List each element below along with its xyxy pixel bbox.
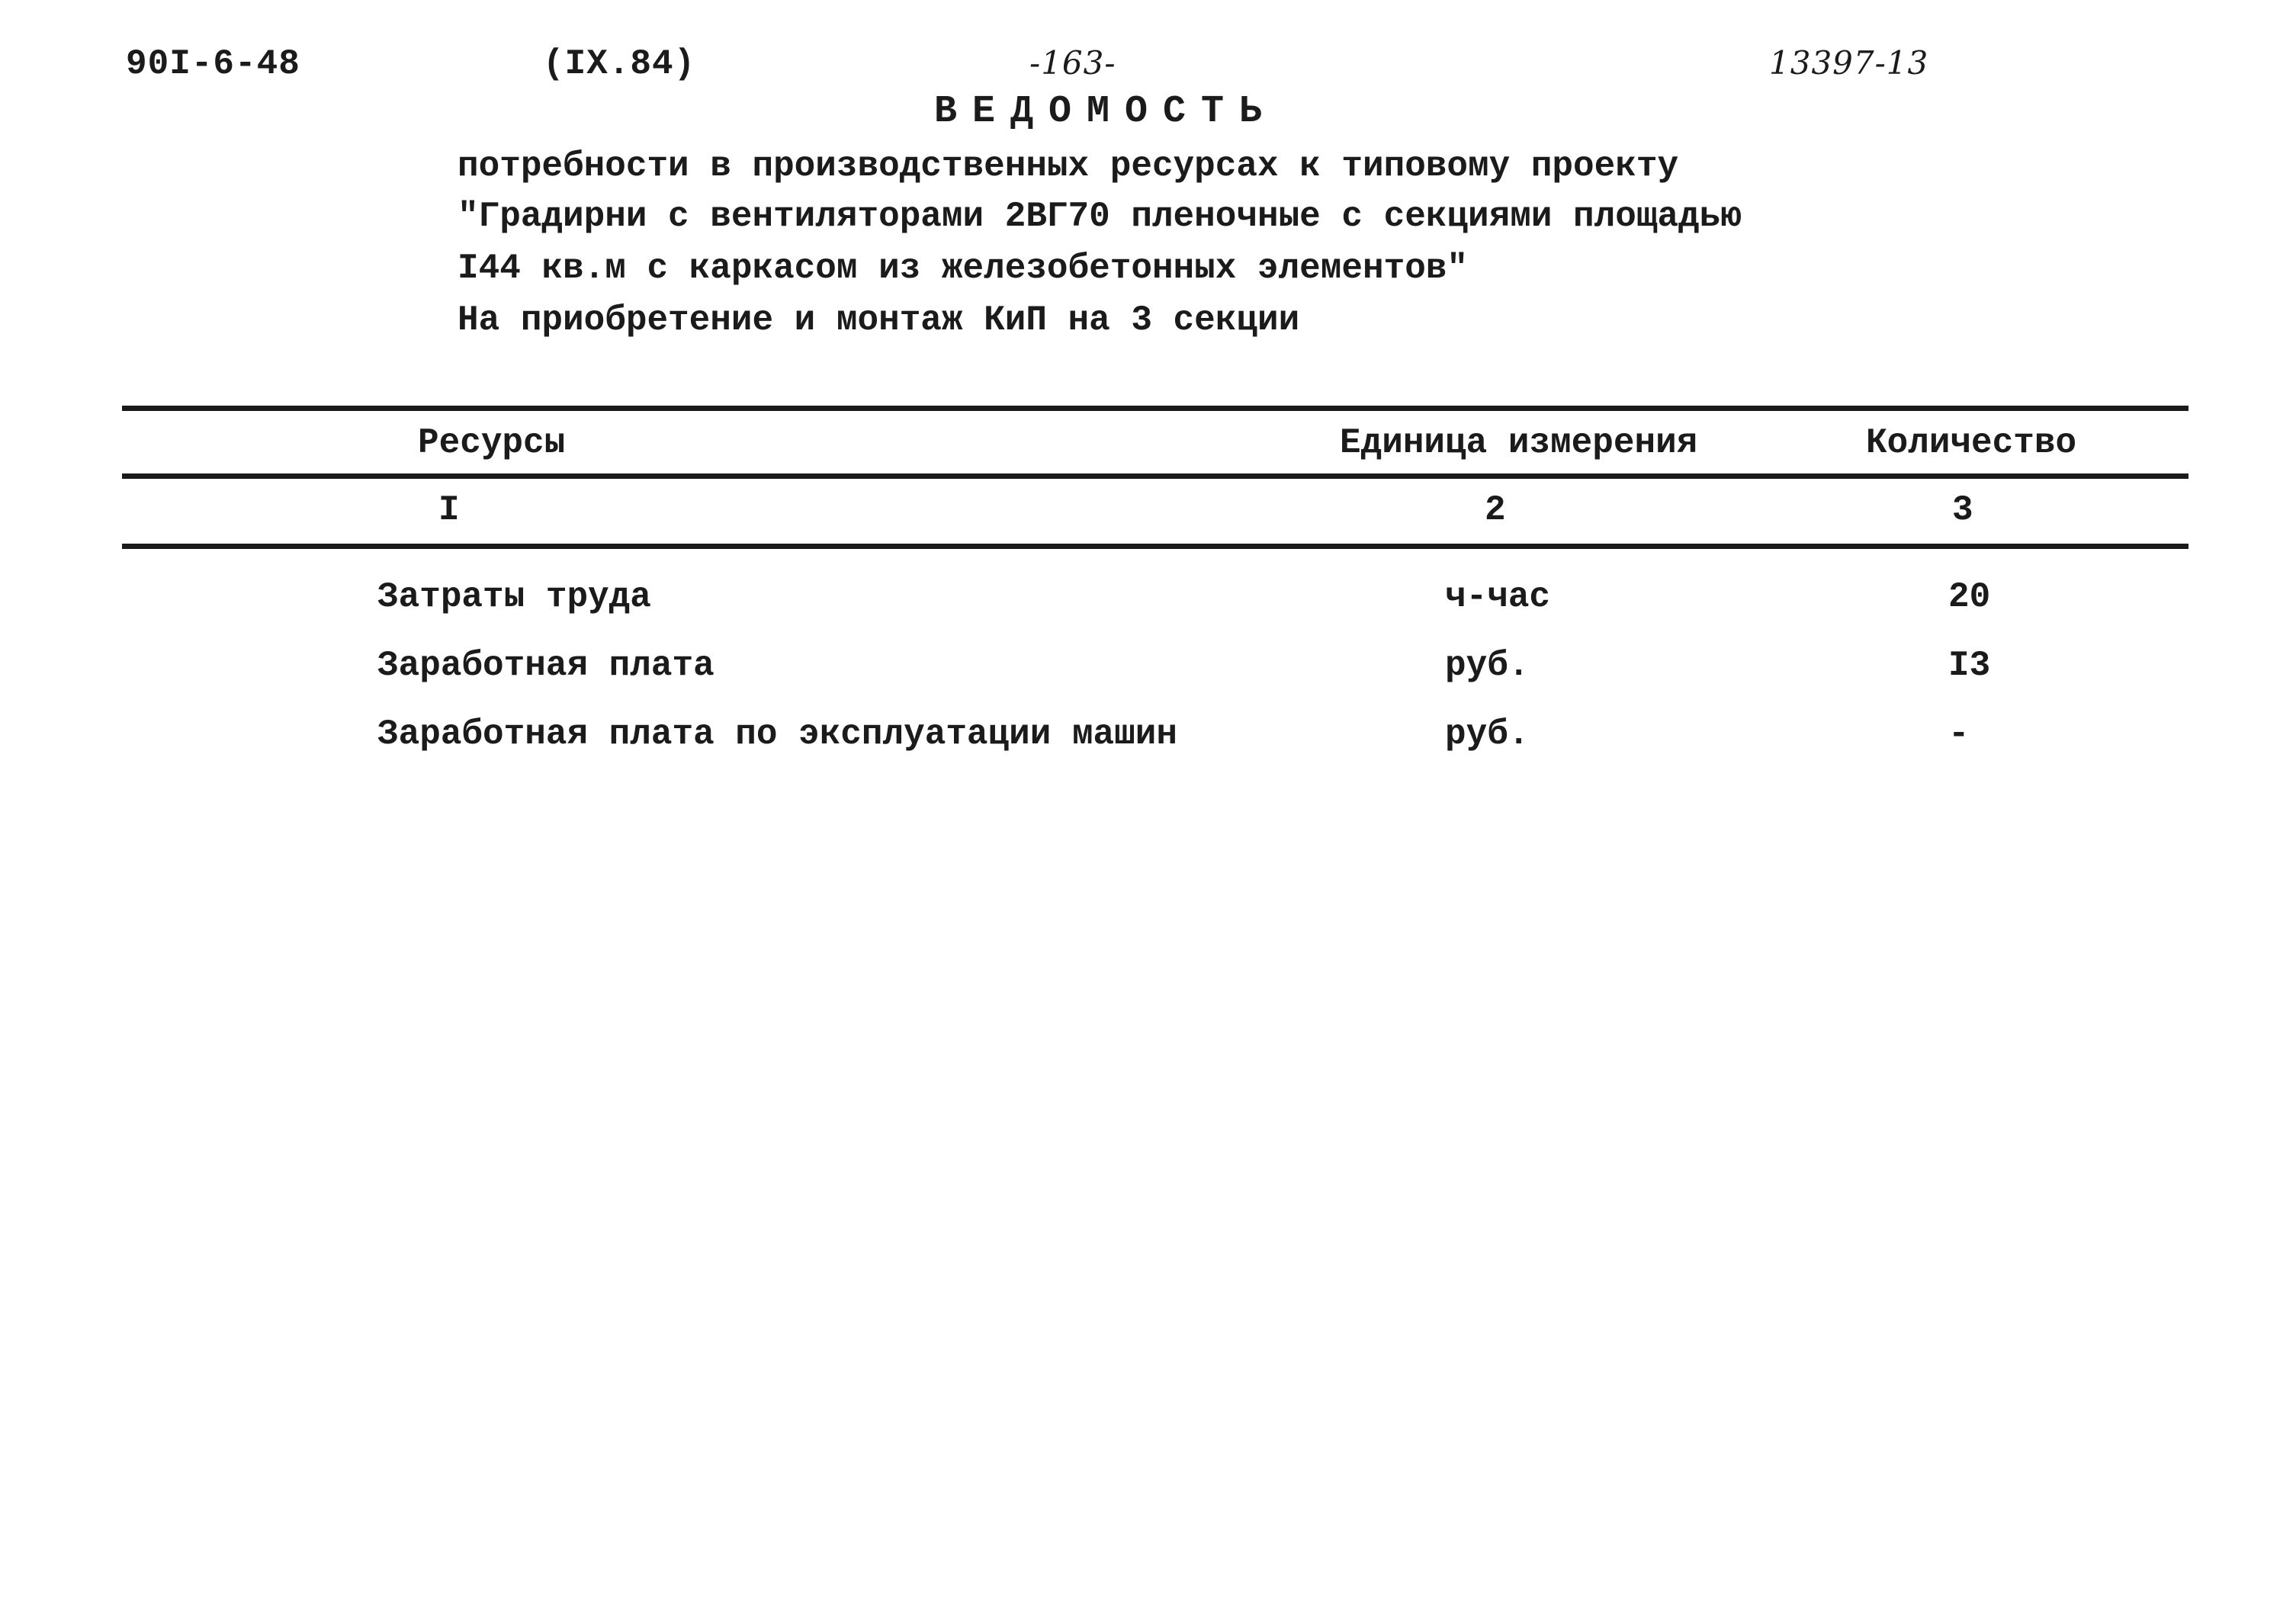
- row-resource: Заработная плата по эксплуатации машин: [377, 714, 1177, 754]
- row-quantity: -: [1948, 714, 1970, 754]
- subtitle-line-4: На приобретение и монтаж КиП на 3 секции: [458, 300, 1300, 340]
- column-number-3: 3: [1952, 490, 1973, 530]
- column-header-quantity: Количество: [1866, 423, 2077, 463]
- header-divider-rule: [122, 473, 2188, 479]
- column-header-unit: Единица измерения: [1340, 423, 1698, 463]
- document-code: 90I-6-48: [126, 44, 300, 84]
- row-unit: руб.: [1445, 646, 1530, 685]
- column-number-1: I: [438, 490, 460, 530]
- subtitle-line-2: "Градирни с вентиляторами 2ВГ70 пленочные с секциями площадью: [458, 197, 1742, 236]
- subtitle-line-1: потребности в производственных ресурсах к типовому проекту: [458, 146, 1679, 186]
- row-resource: Заработная плата: [377, 646, 714, 685]
- page-number: -163-: [1029, 44, 1116, 82]
- table-top-rule: [122, 406, 2188, 411]
- row-unit: руб.: [1445, 714, 1530, 754]
- row-unit: ч-час: [1445, 577, 1551, 617]
- document-title: ВЕДОМОСТЬ: [934, 90, 1278, 133]
- row-resource: Затраты труда: [377, 577, 651, 617]
- document-date: (IX.84): [543, 44, 696, 84]
- column-header-resources: Ресурсы: [418, 423, 566, 463]
- column-number-2: 2: [1485, 490, 1506, 530]
- row-quantity: I3: [1948, 646, 1991, 685]
- inventory-number: 13397-13: [1769, 44, 1929, 82]
- subtitle-line-3: I44 кв.м с каркасом из железобетонных элементов": [458, 249, 1469, 288]
- column-number-divider-rule: [122, 544, 2188, 549]
- row-quantity: 20: [1948, 577, 1991, 617]
